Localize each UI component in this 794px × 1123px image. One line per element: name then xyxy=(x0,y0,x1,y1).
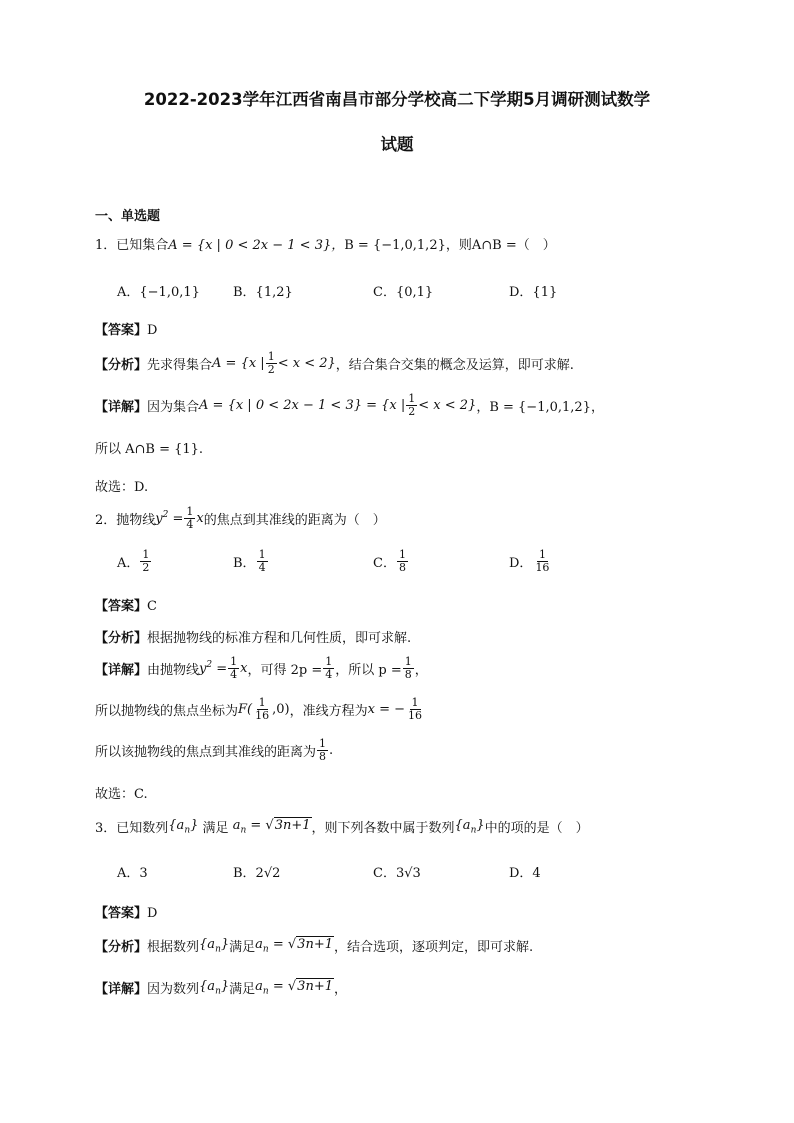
q2-distance-line: 所以该抛物线的焦点到其准线的距离为 $\frac{1}{8}$ . xyxy=(95,737,334,763)
q2-analysis: 【分析】根据抛物线的标准方程和几何性质，即可求解. xyxy=(95,631,412,646)
q2-answer: 【答案】C xyxy=(95,599,157,614)
section-heading: 一、单选题 xyxy=(95,209,161,224)
q1-analysis: 【分析】 先求得集合 A = {x | $\frac{1}{2}$ < x < 2} ，结合集合交集的概念及运算，即可求解. xyxy=(95,350,574,376)
page-title-continued: 试题 xyxy=(380,135,414,154)
q1-option-c: C．{0,1} xyxy=(373,285,434,300)
q2-conclusion: 故选：C. xyxy=(95,787,148,802)
fraction-half: $\frac{1}{2}$ xyxy=(267,350,275,376)
q2-focus-line: 所以抛物线的焦点坐标为 F( $\frac{1}{16}$ ,0) ，准线方程为 x = − $\frac{1}{16}$ xyxy=(95,696,422,722)
q3-option-d: D．4 xyxy=(509,866,541,881)
q3-option-b: B．2√2 xyxy=(233,866,281,881)
q1-conclusion: 故选：D. xyxy=(95,480,149,495)
q3-answer: 【答案】D xyxy=(95,906,158,921)
question-2-stem: 2．抛物线 $y^2$ = $\frac{1}{4}$ x 的焦点到其准线的距离为（ ） xyxy=(95,505,386,531)
q1-detail-line2: 所以 A∩B = {1}. xyxy=(95,442,204,457)
question-3-stem: 3．已知数列 $\{a_n\}$ 满足 $a_n = √3n+1$ ，则下列各数中属于数列 $\{a_n\}$ 中的项的是（ ） xyxy=(95,817,589,836)
q2-option-a: A． $\frac{1}{2}$ xyxy=(117,548,150,574)
q2-option-c: C． $\frac{1}{8}$ xyxy=(373,548,406,574)
q3-analysis: 【分析】 根据数列 $\{a_n\}$ 满足 $a_n = √3n+1$ ，结合选项，逐项判定，即可求解. xyxy=(95,936,534,955)
q1-detail: 【详解】 因为集合 A = {x | 0 < 2x − 1 < 3} = {x | $\frac{1}{2}$ < x < 2} ，B = {−1,0,1,2}， xyxy=(95,392,604,418)
q1-option-a: A．{−1,0,1} xyxy=(117,285,200,300)
fraction-half: $\frac{1}{2}$ xyxy=(408,392,416,418)
q3-detail: 【详解】 因为数列 $\{a_n\}$ 满足 $a_n = √3n+1$ ， xyxy=(95,978,347,997)
q3-option-c: C．3√3 xyxy=(373,866,421,881)
q1-option-d: D．{1} xyxy=(509,285,558,300)
question-1-stem: 1．已知集合A = {x | 0 < 2x − 1 < 3}，B = {−1,0,1,2}，则A∩B =（ ） xyxy=(95,238,556,253)
q2-detail: 【详解】 由抛物线 $y^2$ = $\frac{1}{4}$ x ，可得 2p = $\frac{1}{4}$ ，所以 p = $\frac{1}{8}$ ， xyxy=(95,655,428,681)
page-title: 2022-2023学年江西省南昌市部分学校高二下学期5月调研测试数学 xyxy=(143,90,651,109)
q2-option-b: B． $\frac{1}{4}$ xyxy=(233,548,266,574)
q3-option-a: A．3 xyxy=(117,866,148,881)
q2-option-d: D． $\frac{1}{16}$ xyxy=(509,548,550,574)
q1-answer: 【答案】D xyxy=(95,323,158,338)
q1-option-b: B．{1,2} xyxy=(233,285,293,300)
